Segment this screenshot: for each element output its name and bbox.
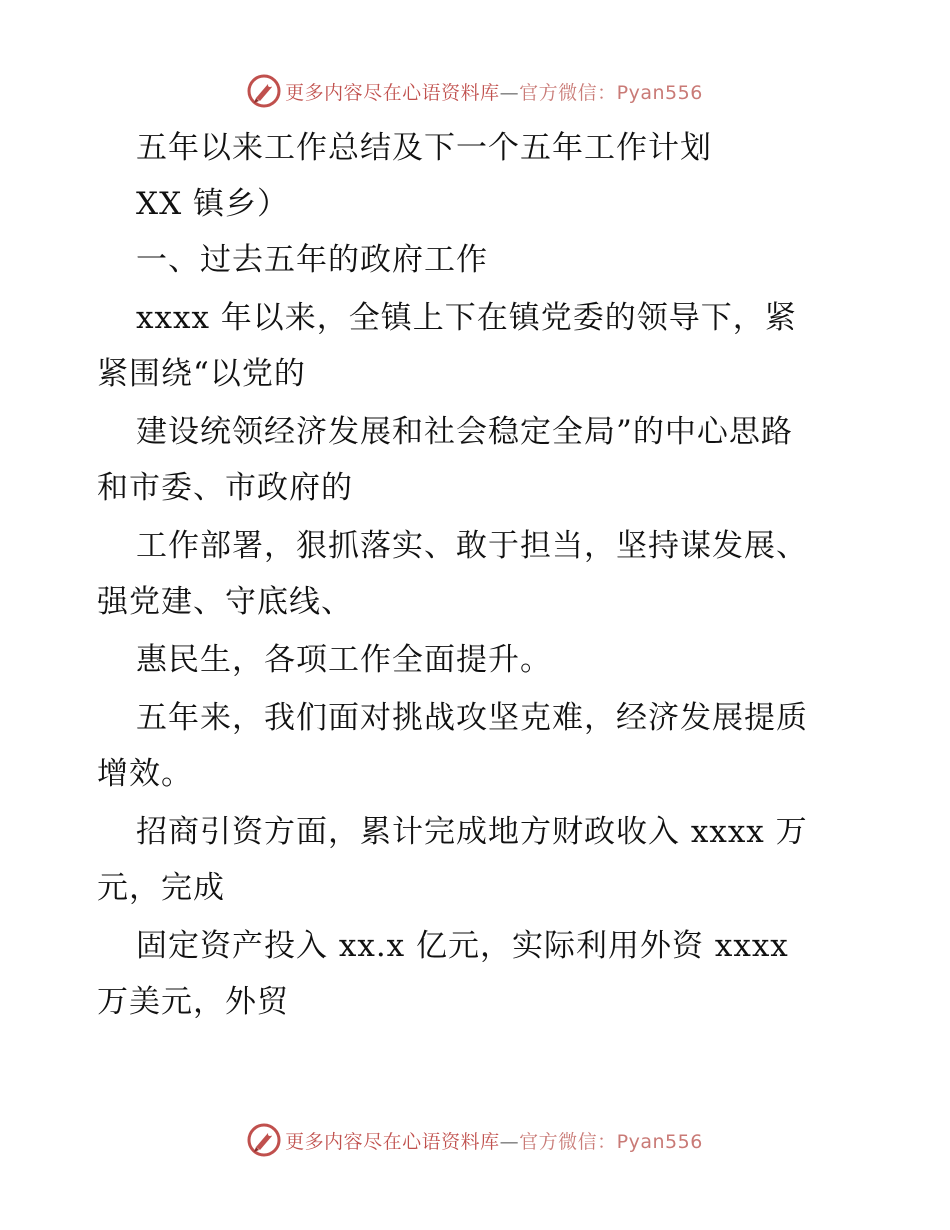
paragraph-line: 五年来，我们面对挑战攻坚克难，经济发展提质 [136, 700, 808, 736]
footer-banner-text [285, 1127, 703, 1154]
document-body [97, 120, 857, 1030]
header-banner-text [285, 78, 703, 105]
footer-banner [0, 1120, 950, 1160]
footer-banner-main: 更多内容尽在心语资料库 [285, 1130, 500, 1153]
paragraph-line: 万美元，外贸 [97, 984, 289, 1020]
paragraph-line: xxxx 年以来，全镇上下在镇党委的领导下，紧 [136, 300, 797, 336]
document-subtitle: XX 镇乡） [136, 186, 289, 222]
paragraph-line: 招商引资方面，累计完成地方财政收入 xxxx 万 [136, 814, 808, 850]
paragraph-line: 和市委、市政府的 [97, 470, 353, 506]
header-banner [0, 71, 950, 111]
header-banner-main: 更多内容尽在心语资料库 [285, 81, 500, 104]
paragraph-line: 固定资产投入 xx.x 亿元，实际利用外资 xxxx [136, 928, 789, 964]
document-title: 五年以来工作总结及下一个五年工作计划 [136, 130, 712, 166]
header-banner-contact: 官方微信：Pyan556 [519, 81, 703, 104]
paragraph-line: 元，完成 [97, 870, 225, 906]
footer-banner-sep: — [499, 1130, 520, 1153]
header-banner-sep: — [499, 81, 520, 104]
pen-seal-logo-icon [247, 74, 281, 108]
paragraph-line: 惠民生，各项工作全面提升。 [136, 642, 552, 678]
paragraph-line: 紧围绕“以党的 [97, 356, 306, 392]
paragraph-line: 增效。 [97, 756, 193, 792]
paragraph-line: 建设统领经济发展和社会稳定全局”的中心思路 [136, 414, 793, 450]
paragraph-line: 工作部署，狠抓落实、敢于担当，坚持谋发展、 [136, 528, 808, 564]
pen-seal-logo-icon [247, 1123, 281, 1157]
section-heading: 一、过去五年的政府工作 [136, 242, 488, 278]
paragraph-line: 强党建、守底线、 [97, 584, 353, 620]
footer-banner-contact: 官方微信：Pyan556 [519, 1130, 703, 1153]
